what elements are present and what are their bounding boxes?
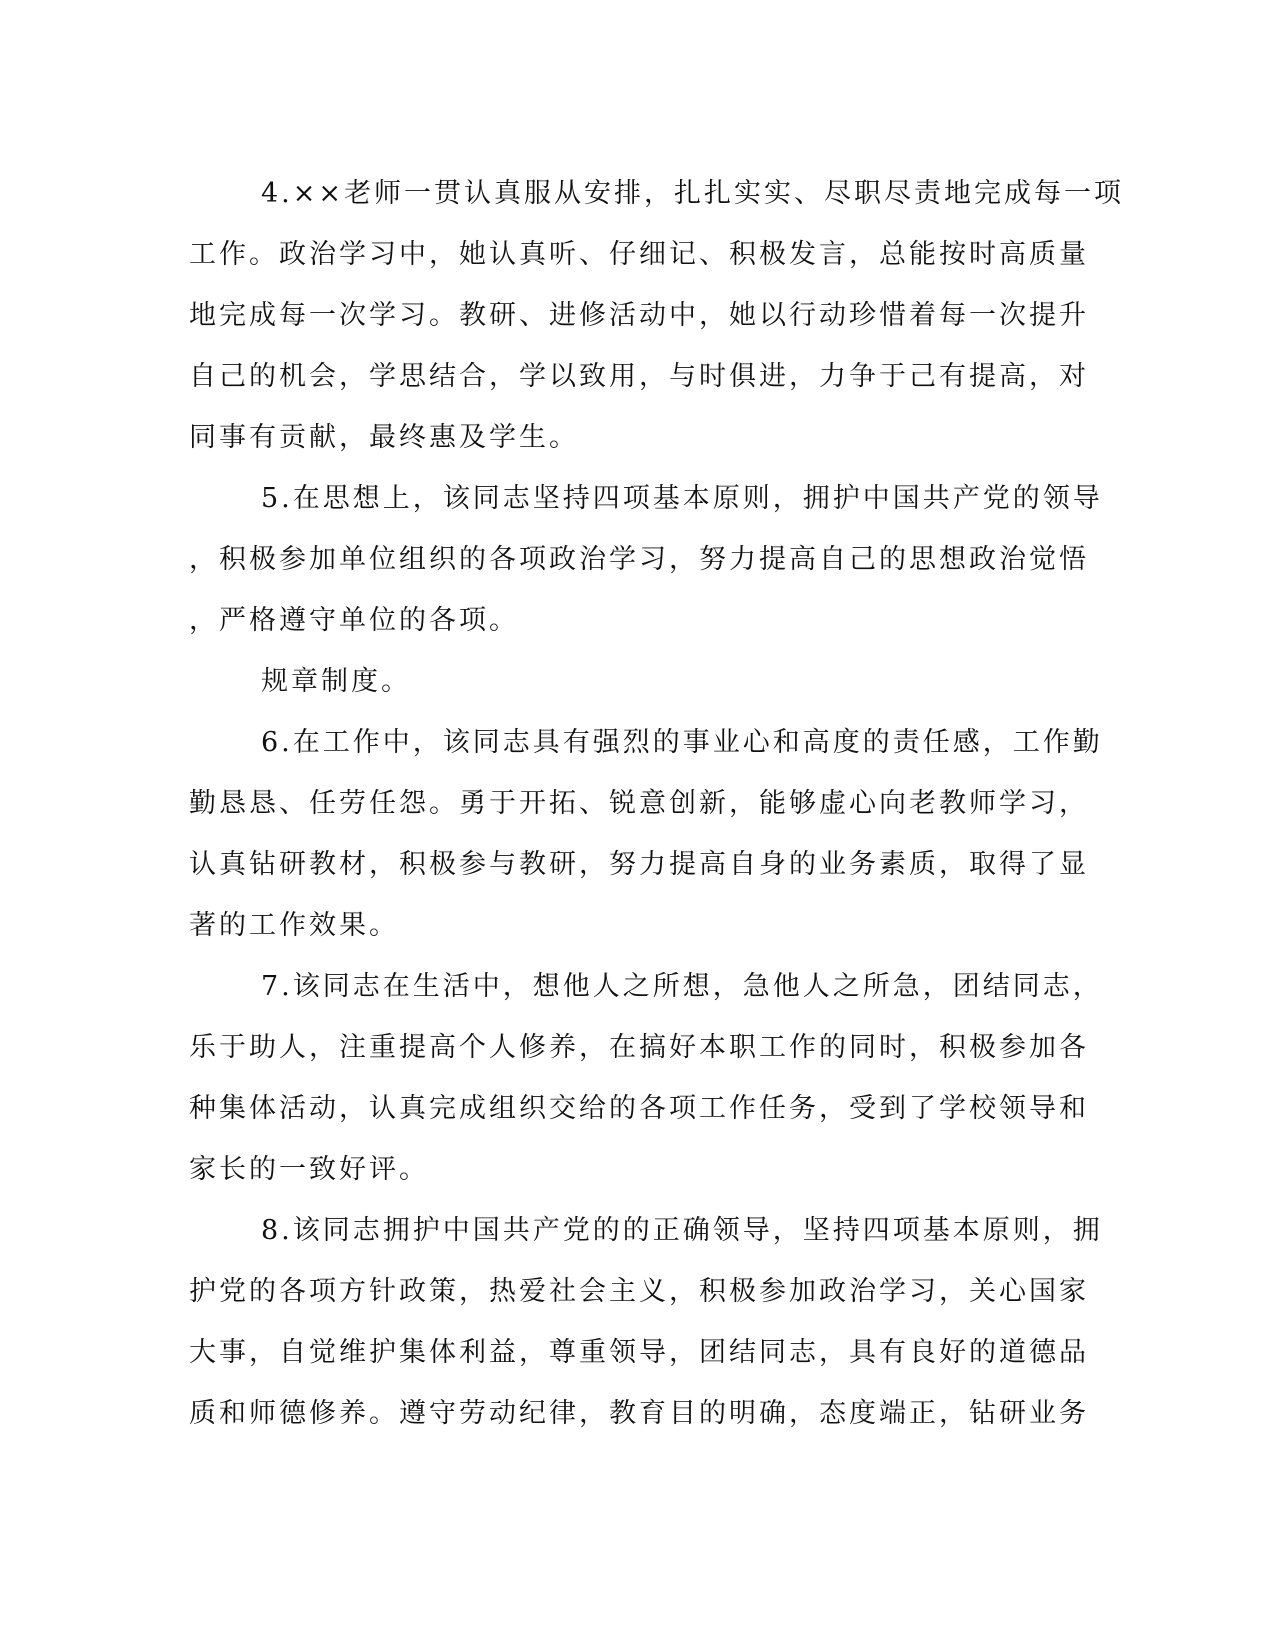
paragraph-line: 勤恳恳、任劳任怨。勇于开拓、锐意创新，能够虚心向老教师学习， <box>189 788 1089 819</box>
paragraph-6 <box>189 712 1103 956</box>
paragraph-line: 工作。政治学习中，她认真听、仔细记、积极发言，总能按时高质量 <box>189 239 1089 270</box>
paragraph-line: 地完成每一次学习。教研、进修活动中，她以行动珍惜着每一次提升 <box>189 300 1089 331</box>
paragraph-line: 自己的机会，学思结合，学以致用，与时俱进，力争于己有提高，对 <box>189 361 1089 392</box>
paragraph-7 <box>189 956 1103 1200</box>
paragraph-line: 5.在思想上，该同志坚持四项基本原则，拥护中国共产党的领导 <box>261 483 1103 514</box>
paragraph-line: ，严格遵守单位的各项。 <box>189 605 519 636</box>
document-body <box>189 163 1125 1444</box>
paragraph-line: ，积极参加单位组织的各项政治学习，努力提高自己的思想政治觉悟 <box>189 544 1089 575</box>
paragraph-line: 4.××老师一贯认真服从安排，扎扎实实、尽职尽责地完成每一项 <box>261 178 1125 209</box>
paragraph-line: 8.该同志拥护中国共产党的的正确领导，坚持四项基本原则，拥 <box>261 1215 1103 1246</box>
paragraph-line: 规章制度。 <box>261 666 411 697</box>
paragraph-line: 护党的各项方针政策，热爱社会主义，积极参加政治学习，关心国家 <box>189 1276 1089 1307</box>
paragraph-line: 6.在工作中，该同志具有强烈的事业心和高度的责任感，工作勤 <box>261 727 1103 758</box>
paragraph-rules <box>189 651 1071 712</box>
paragraph-line: 同事有贡献，最终惠及学生。 <box>189 422 579 453</box>
paragraph-line: 乐于助人，注重提高个人修养，在搞好本职工作的同时，积极参加各 <box>189 1032 1089 1063</box>
paragraph-line: 大事，自觉维护集体利益，尊重领导，团结同志，具有良好的道德品 <box>189 1337 1089 1368</box>
paragraph-line: 种集体活动，认真完成组织交给的各项工作任务，受到了学校领导和 <box>189 1093 1089 1124</box>
paragraph-line: 著的工作效果。 <box>189 910 399 941</box>
paragraph-4 <box>189 163 1125 468</box>
paragraph-8 <box>189 1200 1103 1444</box>
paragraph-line: 7.该同志在生活中，想他人之所想，急他人之所急，团结同志， <box>261 971 1103 1002</box>
paragraph-5 <box>189 468 1103 651</box>
paragraph-line: 质和师德修养。遵守劳动纪律，教育目的明确，态度端正，钻研业务 <box>189 1398 1089 1429</box>
paragraph-line: 认真钻研教材，积极参与教研，努力提高自身的业务素质，取得了显 <box>189 849 1089 880</box>
paragraph-line: 家长的一致好评。 <box>189 1154 429 1185</box>
